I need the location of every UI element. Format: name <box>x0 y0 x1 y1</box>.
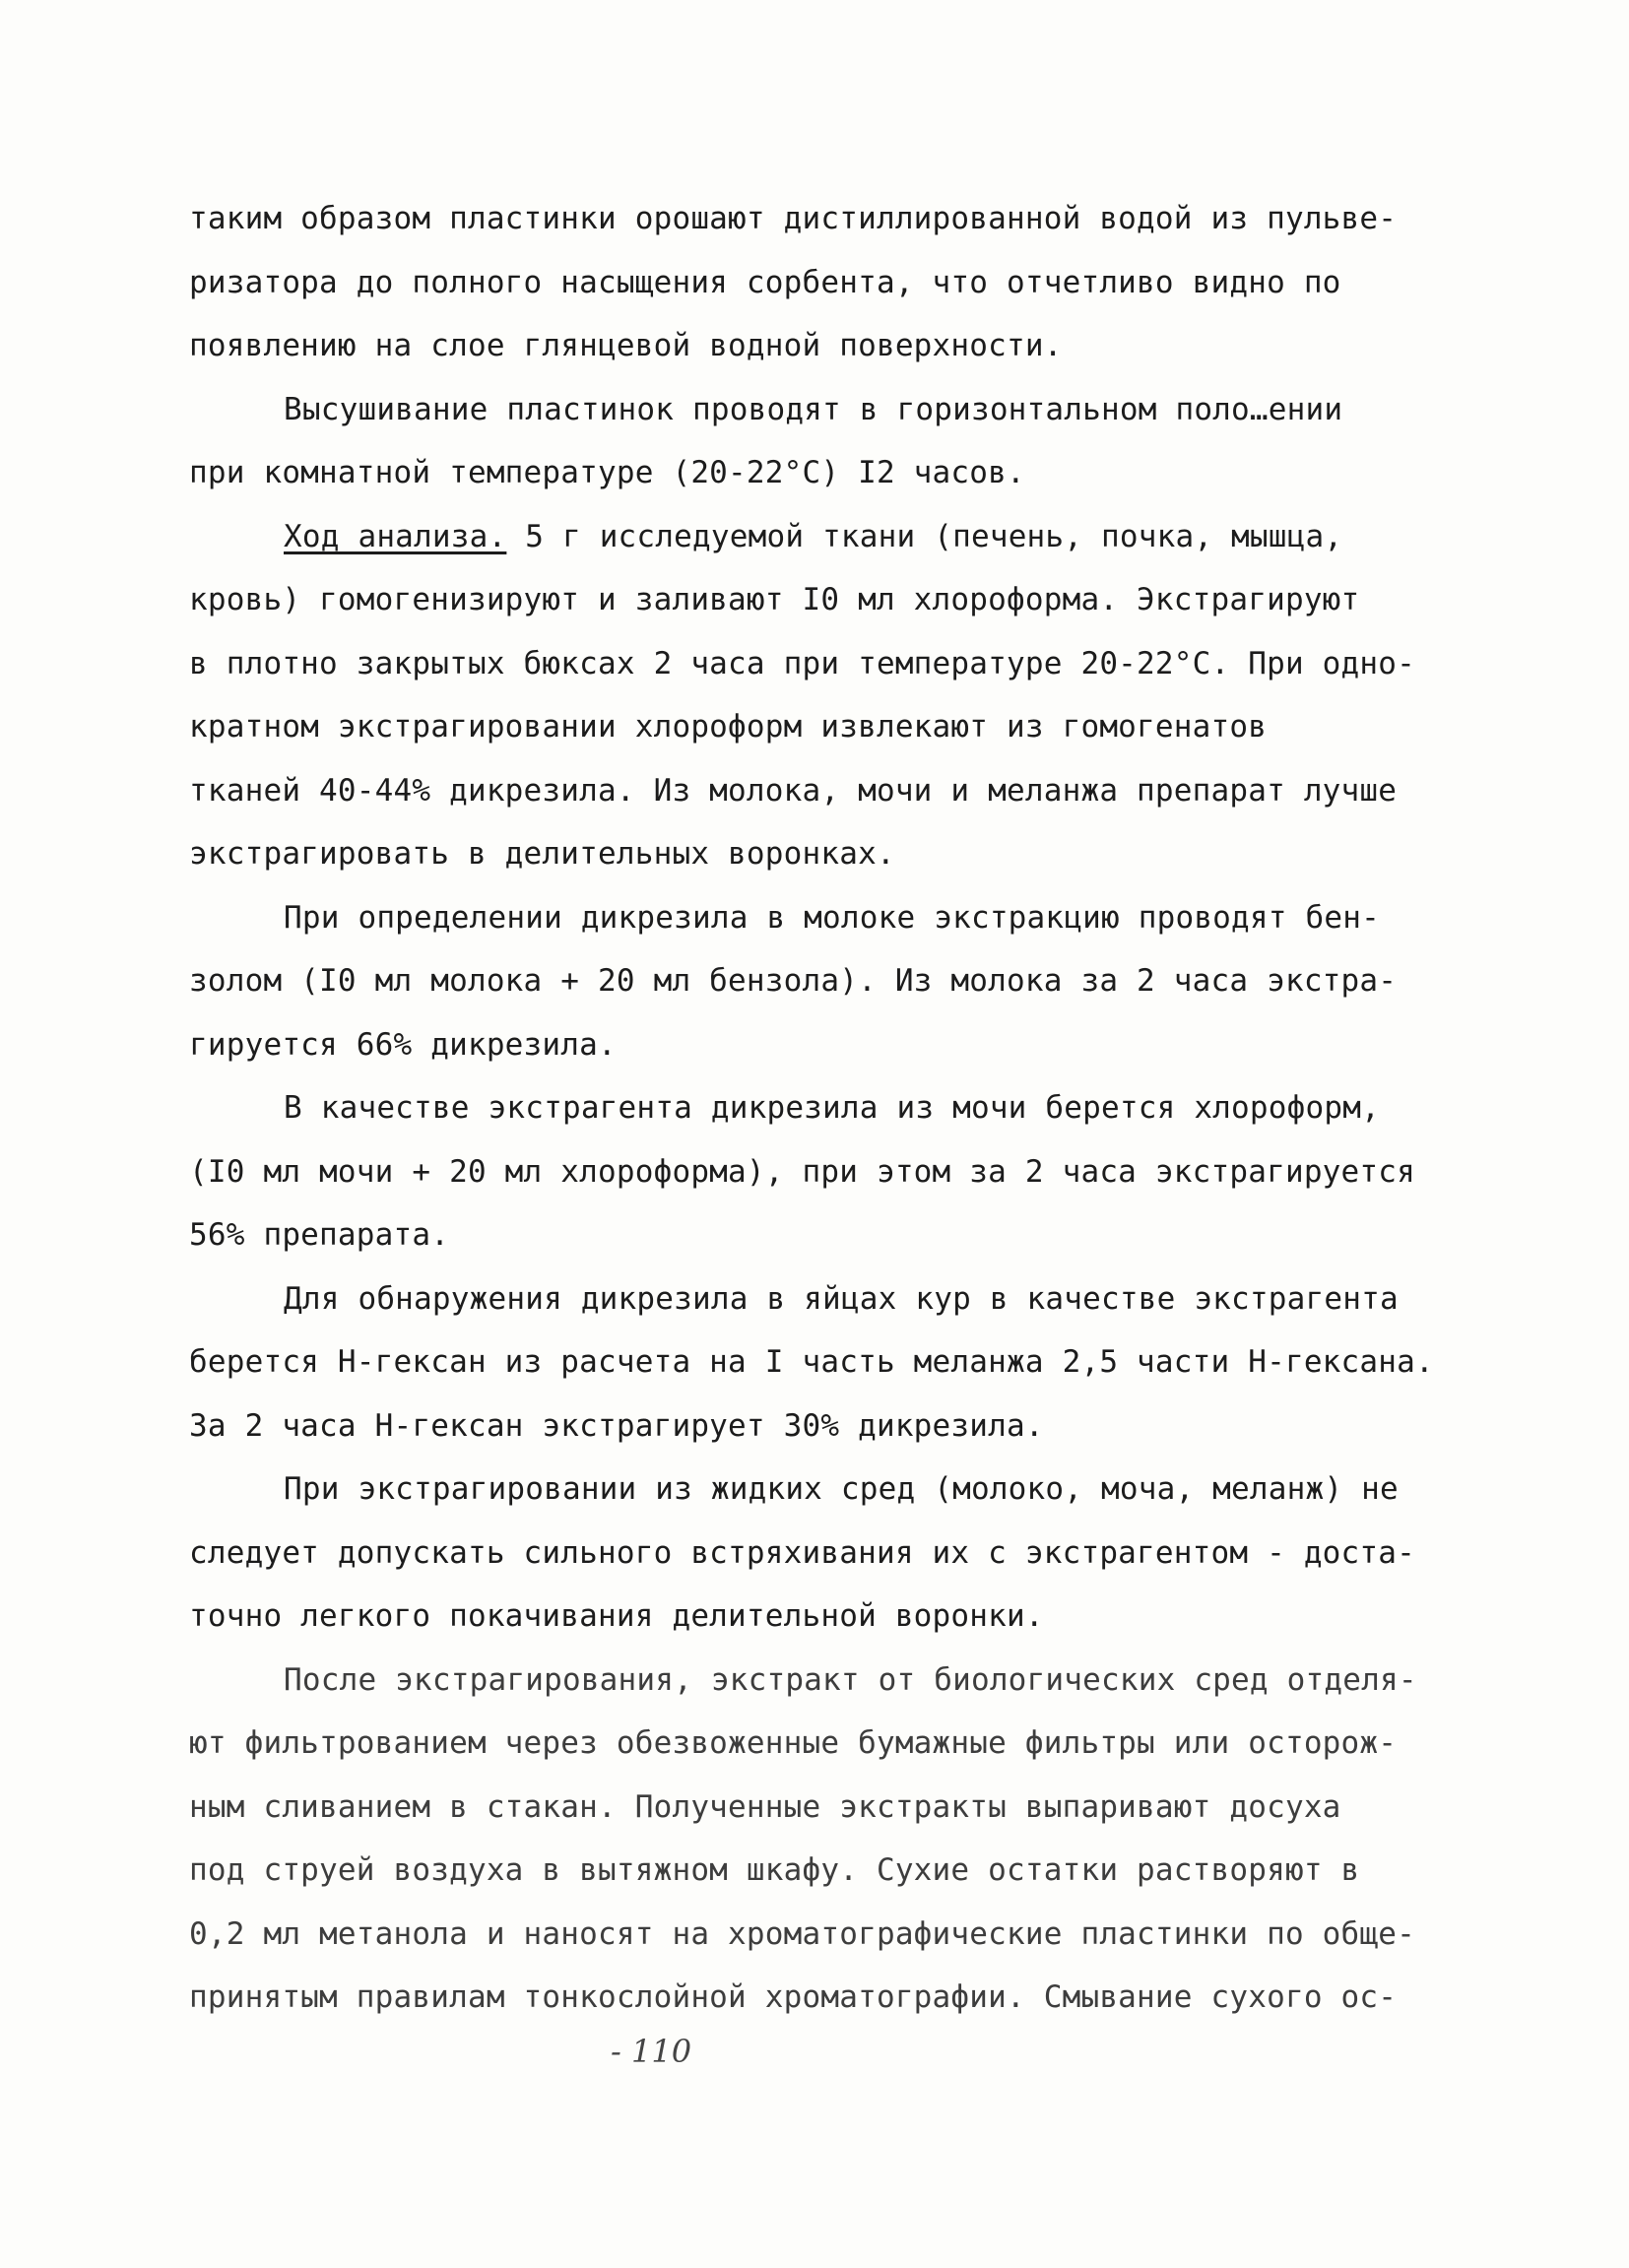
text-line: Высушивание пластинок проводят в горизонтальном поло…ении <box>284 391 1343 427</box>
text-line: После экстрагирования, экстракт от биологических сред отделя- <box>284 1661 1417 1698</box>
document-body <box>189 187 1469 2030</box>
text-line: За 2 часа Н-гексан экстрагирует 30% дикрезила. <box>189 1407 1044 1444</box>
paragraph-7 <box>189 1458 1469 1649</box>
text-line: кратном экстрагировании хлороформ извлекают из гомогенатов <box>189 709 1268 745</box>
text-line: следует допускать сильного встряхивания их с экстрагентом - доста- <box>189 1534 1415 1571</box>
paragraph-6 <box>189 1267 1469 1458</box>
text-line: кровь) гомогенизируют и заливают I0 мл хлороформа. Экстрагируют <box>189 582 1360 617</box>
text-line-tail: 5 г исследуемой ткани (печень, почка, мышца, <box>506 518 1343 554</box>
text-line: в плотно закрытых бюксах 2 часа при температуре 20-22°С. При одно- <box>189 645 1415 681</box>
page-number: - 110 <box>611 2033 692 2070</box>
text-line: ным сливанием в стакан. Полученные экстракты выпаривают досуха <box>189 1788 1341 1825</box>
text-line: появлению на слое глянцевой водной поверхности. <box>189 328 1063 363</box>
paragraph-3 <box>189 505 1469 886</box>
text-line: В качестве экстрагента дикрезила из мочи берется хлороформ, <box>284 1090 1380 1126</box>
text-line: при комнатной температуре (20-22°С) I2 часов. <box>189 455 1025 490</box>
text-line: При экстрагировании из жидких сред (молоко, моча, меланж) не <box>284 1471 1399 1507</box>
text-line: При определении дикрезила в молоке экстракцию проводят бен- <box>284 899 1380 936</box>
text-line: 56% препарата. <box>189 1217 450 1253</box>
text-line: тканей 40-44% дикрезила. Из молока, мочи и меланжа препарат лучше <box>189 772 1398 809</box>
section-heading: Ход анализа. <box>284 518 507 554</box>
text-line: Для обнаружения дикрезила в яйцах кур в качестве экстрагента <box>284 1280 1399 1317</box>
text-line: экстрагировать в делительных воронках. <box>189 836 895 872</box>
text-line: ризатора до полного насыщения сорбента, что отчетливо видно по <box>189 264 1341 300</box>
text-line: золом (I0 мл молока + 20 мл бензола). Из молока за 2 часа экстра- <box>189 963 1398 999</box>
paragraph-2 <box>189 378 1469 505</box>
paragraph-8 <box>189 1649 1469 2030</box>
text-line: ют фильтрованием через обезвоженные бумажные фильтры или осторож- <box>189 1725 1398 1761</box>
paragraph-5 <box>189 1076 1469 1267</box>
text-line: (I0 мл мочи + 20 мл хлороформа), при этом за 2 часа экстрагируется <box>189 1153 1415 1190</box>
paragraph-1 <box>189 187 1469 378</box>
text-line: берется Н-гексан из расчета на I часть меланжа 2,5 части Н-гексана. <box>189 1344 1434 1380</box>
text-line: точно легкого покачивания делительной воронки. <box>189 1598 1044 1634</box>
text-line: под струей воздуха в вытяжном шкафу. Сухие остатки растворяют в <box>189 1852 1360 1888</box>
text-line: гируется 66% дикрезила. <box>189 1026 617 1063</box>
text-line: таким образом пластинки орошают дистиллированной водой из пульве- <box>189 201 1398 236</box>
paragraph-4 <box>189 886 1469 1077</box>
text-line <box>189 505 1469 569</box>
text-line: принятым правилам тонкослойной хроматографии. Смывание сухого ос- <box>189 1979 1398 2015</box>
text-line: 0,2 мл метанола и наносят на хроматографические пластинки по обще- <box>189 1915 1415 1952</box>
